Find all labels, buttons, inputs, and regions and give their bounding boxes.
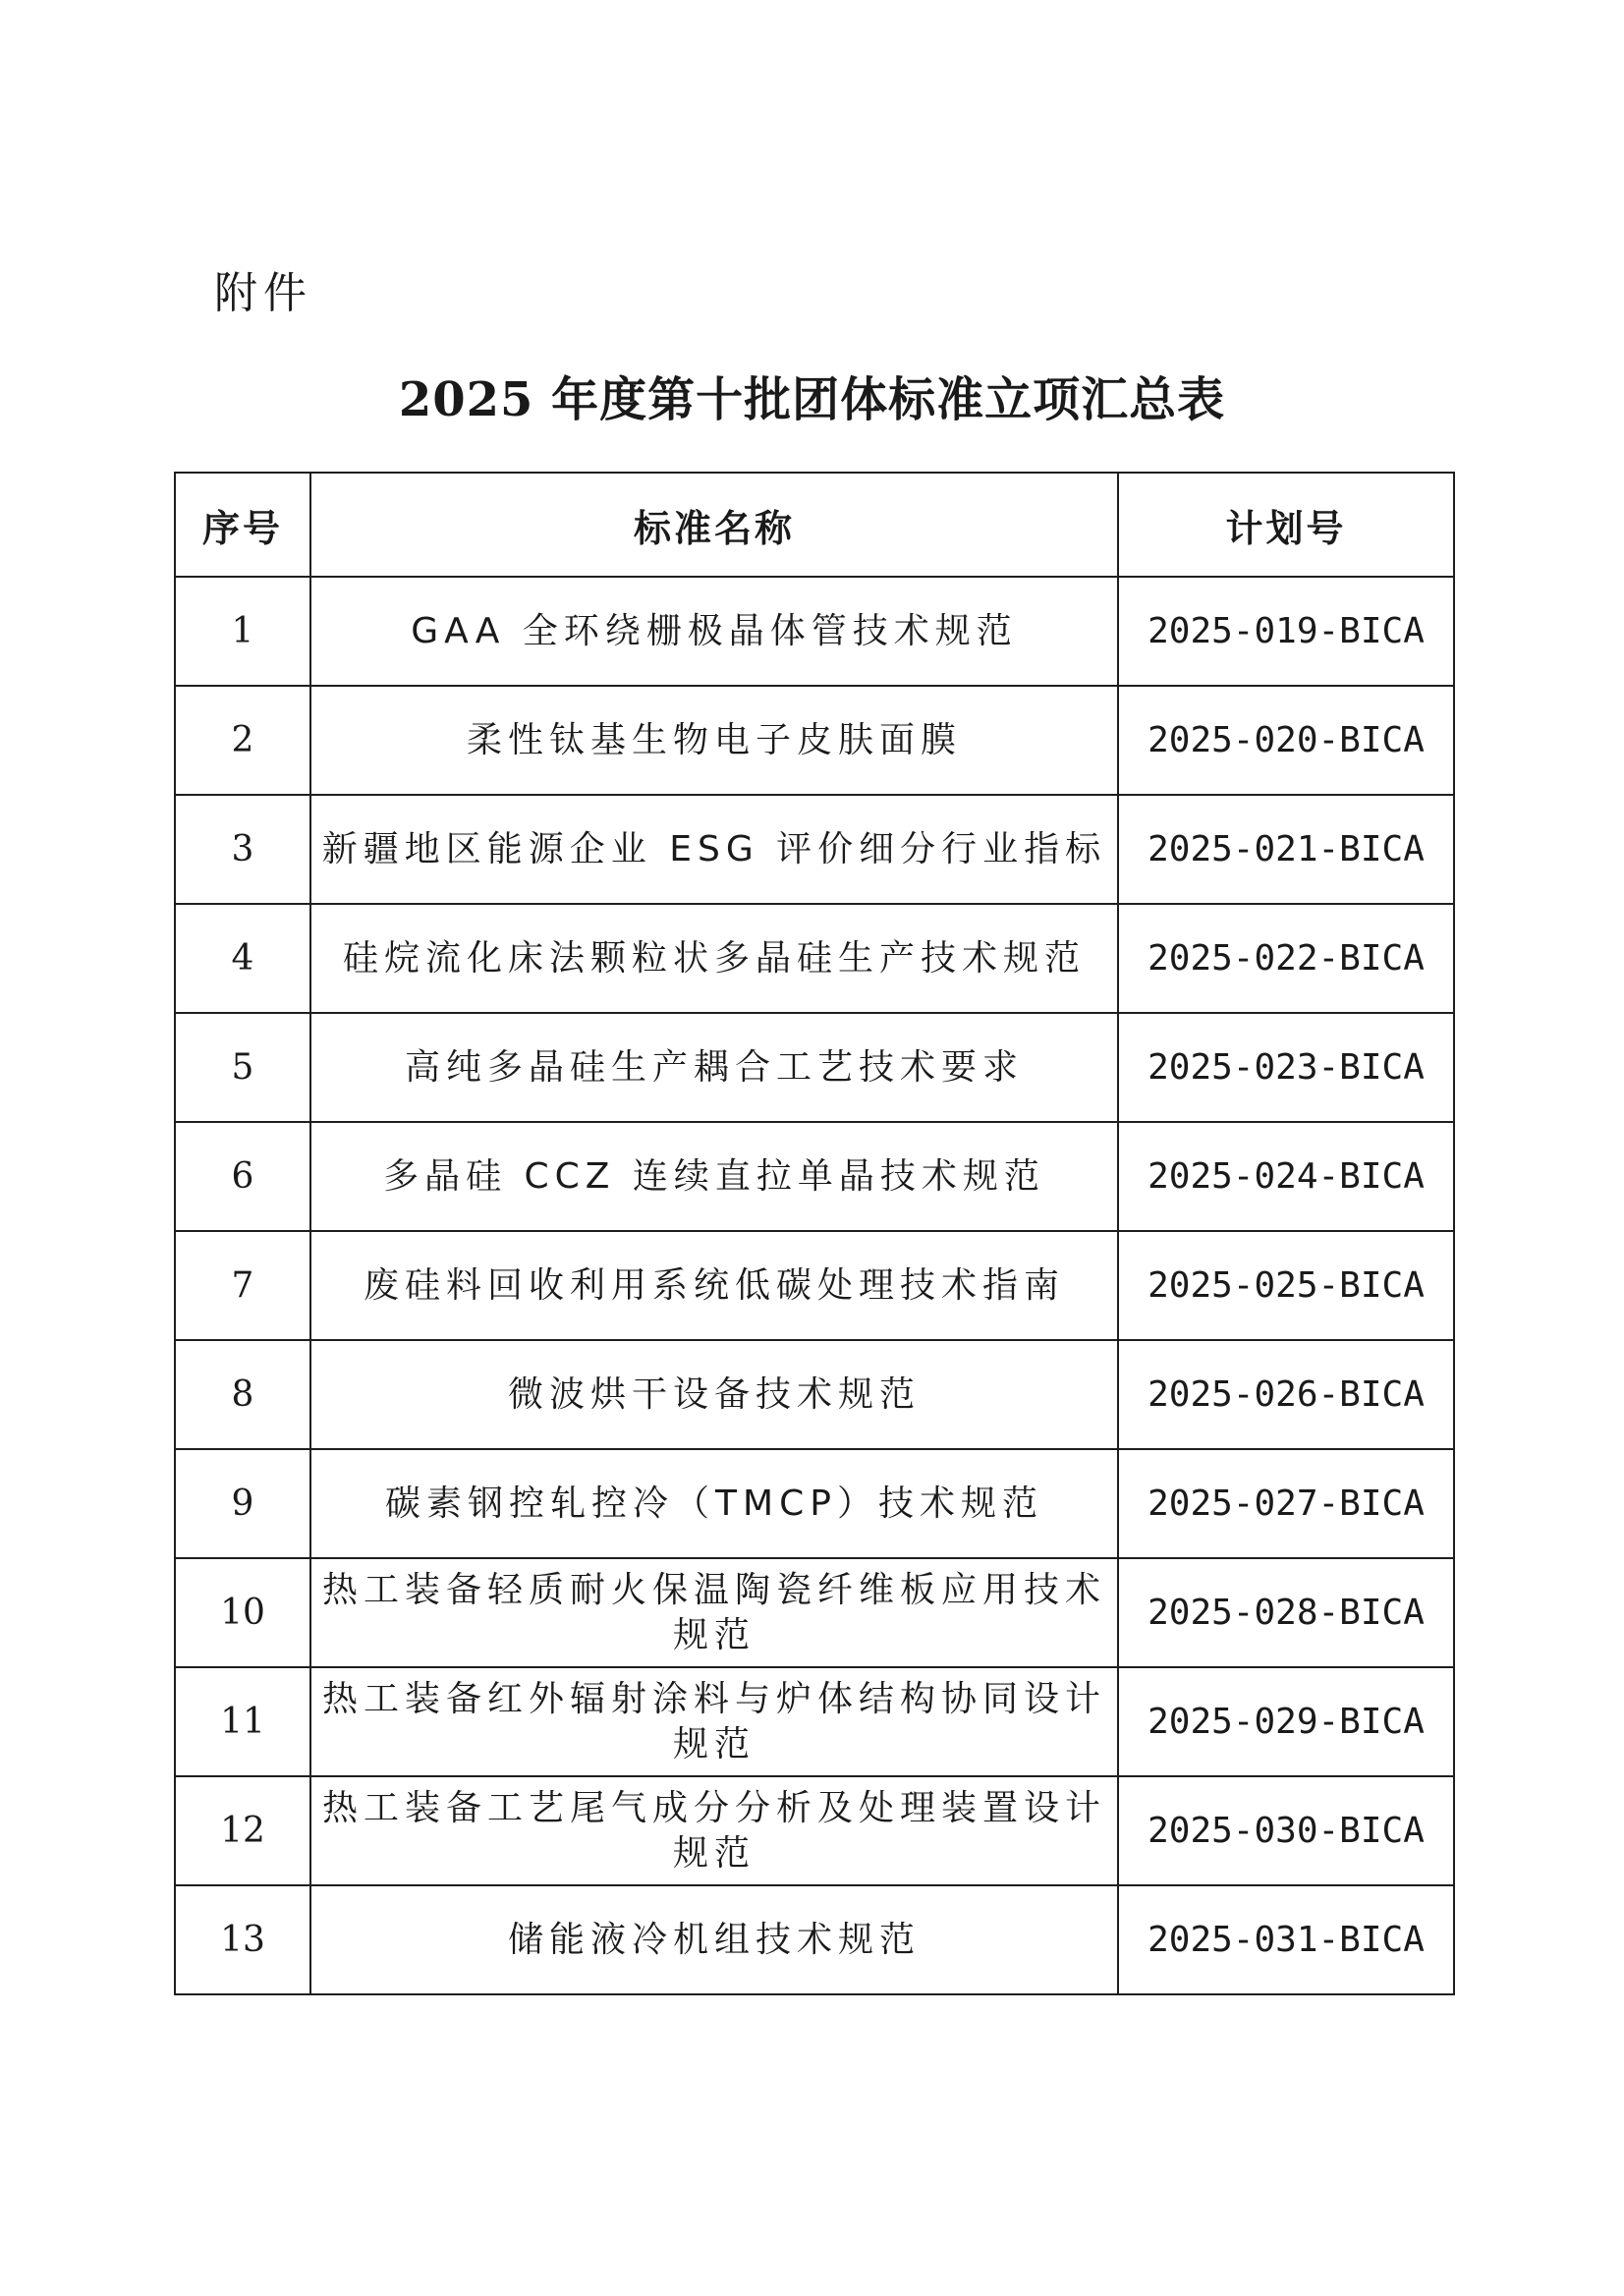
row-serial-number: 8: [175, 1340, 310, 1449]
row-standard-name: 柔性钛基生物电子皮肤面膜: [310, 686, 1118, 795]
row-serial-number: 11: [175, 1667, 310, 1776]
table-row: [175, 1231, 1454, 1340]
table-row: [175, 1776, 1454, 1885]
row-plan-number: 2025-030-BICA: [1118, 1776, 1454, 1885]
table-row: [175, 1340, 1454, 1449]
table-body: [175, 577, 1454, 1994]
row-plan-number: 2025-024-BICA: [1118, 1122, 1454, 1231]
row-standard-name: GAA 全环绕栅极晶体管技术规范: [310, 577, 1118, 686]
row-plan-number: 2025-023-BICA: [1118, 1013, 1454, 1122]
row-serial-number: 7: [175, 1231, 310, 1340]
document-title: 2025 年度第十批团体标准立项汇总表: [398, 372, 1226, 427]
table-header-row: [175, 473, 1454, 577]
table-row: [175, 904, 1454, 1013]
table-row: [175, 1122, 1454, 1231]
row-standard-name: 微波烘干设备技术规范: [310, 1340, 1118, 1449]
row-plan-number: 2025-028-BICA: [1118, 1558, 1454, 1667]
row-serial-number: 10: [175, 1558, 310, 1667]
row-serial-number: 5: [175, 1013, 310, 1122]
row-standard-name: 储能液冷机组技术规范: [310, 1885, 1118, 1994]
row-standard-name: 硅烷流化床法颗粒状多晶硅生产技术规范: [310, 904, 1118, 1013]
row-plan-number: 2025-029-BICA: [1118, 1667, 1454, 1776]
row-standard-name: 新疆地区能源企业 ESG 评价细分行业指标: [310, 795, 1118, 904]
row-serial-number: 3: [175, 795, 310, 904]
row-plan-number: 2025-031-BICA: [1118, 1885, 1454, 1994]
row-serial-number: 13: [175, 1885, 310, 1994]
row-serial-number: 1: [175, 577, 310, 686]
row-plan-number: 2025-022-BICA: [1118, 904, 1454, 1013]
row-plan-number: 2025-027-BICA: [1118, 1449, 1454, 1558]
header-serial-number: 序号: [175, 473, 310, 577]
row-standard-name: 高纯多晶硅生产耦合工艺技术要求: [310, 1013, 1118, 1122]
table-row: [175, 1558, 1454, 1667]
row-standard-name: 热工装备红外辐射涂料与炉体结构协同设计规范: [310, 1667, 1118, 1776]
row-standard-name: 热工装备轻质耐火保温陶瓷纤维板应用技术规范: [310, 1558, 1118, 1667]
row-plan-number: 2025-026-BICA: [1118, 1340, 1454, 1449]
row-standard-name: 废硅料回收利用系统低碳处理技术指南: [310, 1231, 1118, 1340]
row-plan-number: 2025-021-BICA: [1118, 795, 1454, 904]
row-standard-name: 多晶硅 CCZ 连续直拉单晶技术规范: [310, 1122, 1118, 1231]
table-row: [175, 795, 1454, 904]
table-row: [175, 577, 1454, 686]
row-standard-name: 热工装备工艺尾气成分分析及处理装置设计规范: [310, 1776, 1118, 1885]
row-serial-number: 12: [175, 1776, 310, 1885]
row-plan-number: 2025-025-BICA: [1118, 1231, 1454, 1340]
table-row: [175, 1449, 1454, 1558]
header-standard-name: 标准名称: [310, 473, 1118, 577]
row-serial-number: 6: [175, 1122, 310, 1231]
table-row: [175, 1013, 1454, 1122]
table-row: [175, 686, 1454, 795]
row-serial-number: 4: [175, 904, 310, 1013]
row-standard-name: 碳素钢控轧控冷（TMCP）技术规范: [310, 1449, 1118, 1558]
row-plan-number: 2025-020-BICA: [1118, 686, 1454, 795]
attachment-label: 附件: [214, 268, 312, 318]
header-plan-number: 计划号: [1118, 473, 1454, 577]
row-serial-number: 9: [175, 1449, 310, 1558]
table-row: [175, 1667, 1454, 1776]
standards-summary-table: [174, 472, 1455, 1995]
row-serial-number: 2: [175, 686, 310, 795]
table-row: [175, 1885, 1454, 1994]
row-plan-number: 2025-019-BICA: [1118, 577, 1454, 686]
